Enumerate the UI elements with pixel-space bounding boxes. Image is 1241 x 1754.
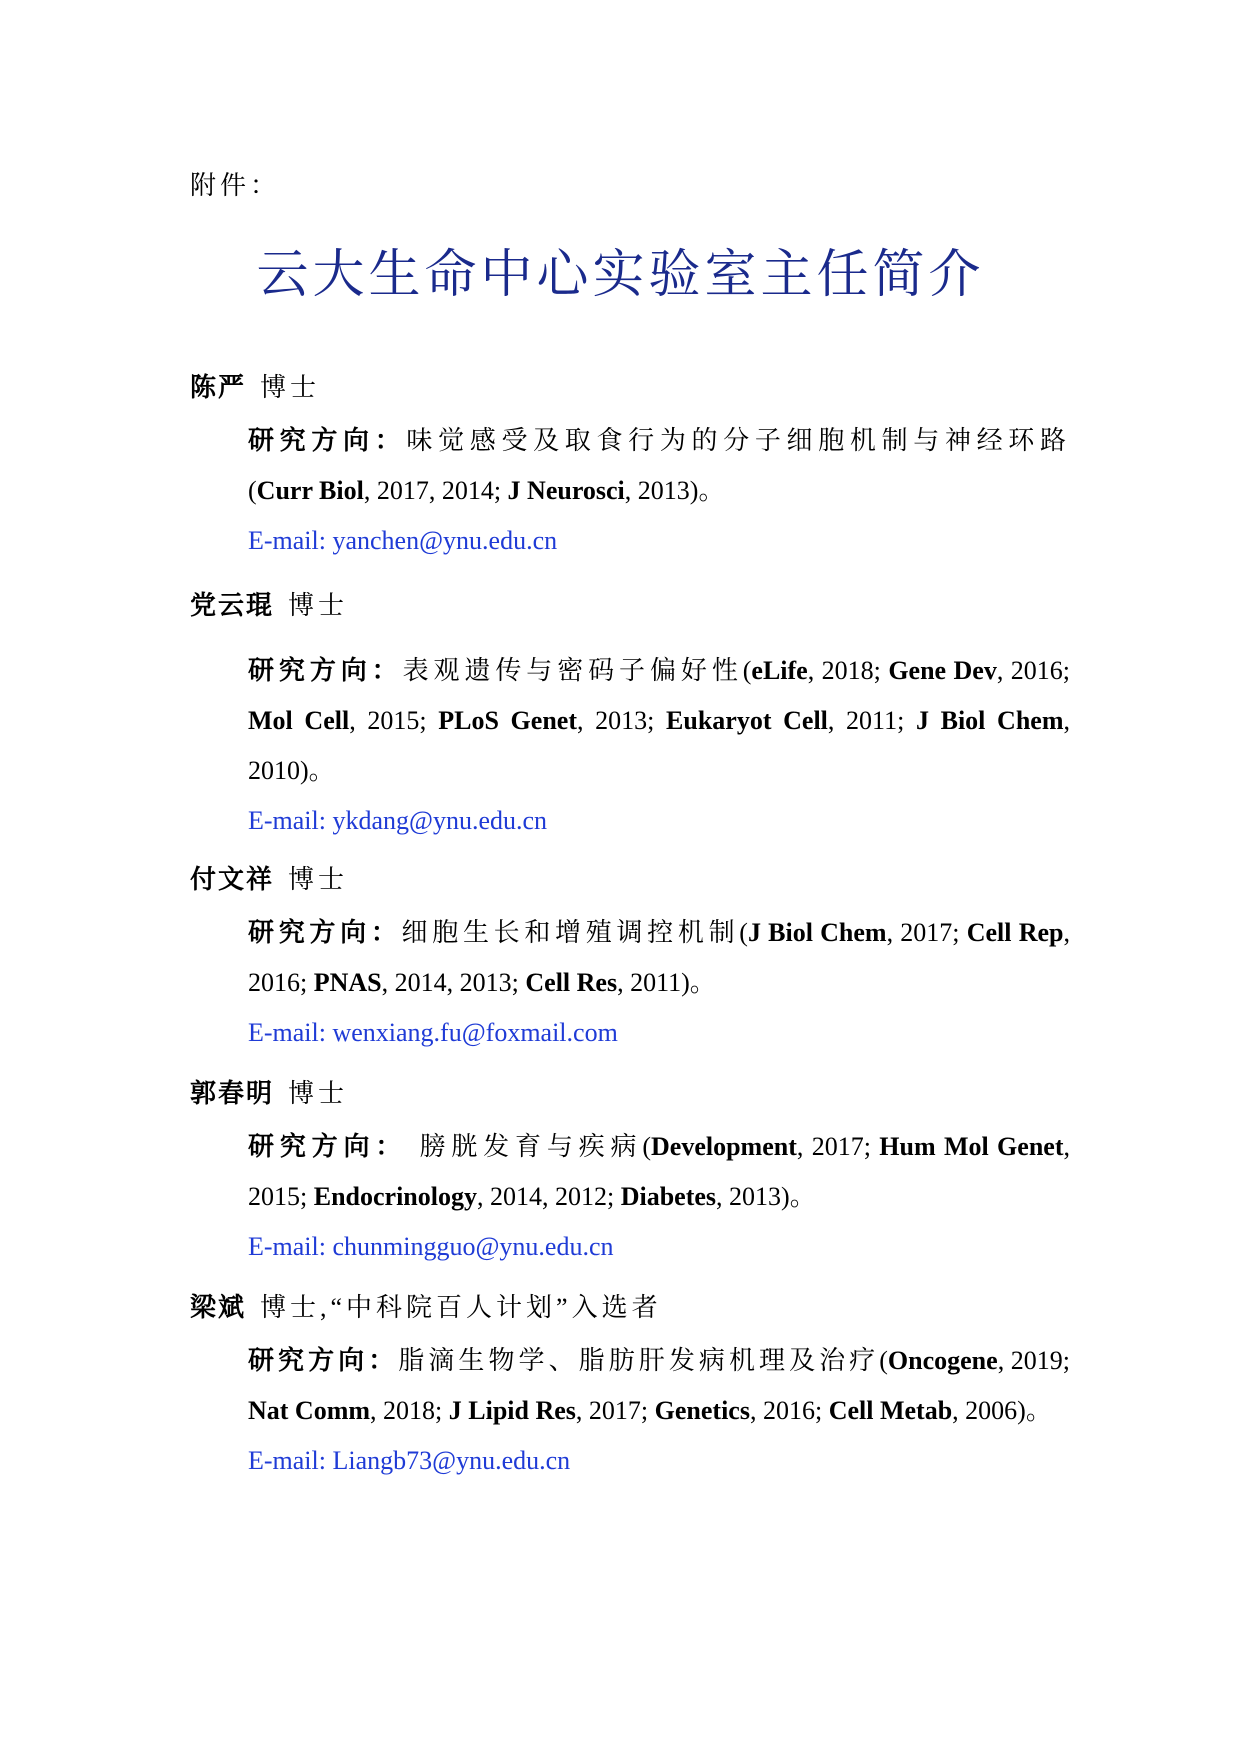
research-direction (248, 1336, 1070, 1436)
journal-name: Cell Res (525, 968, 618, 997)
email-link[interactable]: E-mail: chunmingguo@ynu.edu.cn (248, 1232, 614, 1261)
research-description: 细胞生长和增殖调控机制 (401, 918, 740, 947)
research-direction (248, 908, 1070, 1008)
research-label: 研究方向： (248, 918, 402, 947)
research-direction (248, 646, 1070, 796)
email-link[interactable]: E-mail: Liangb73@ynu.edu.cn (248, 1446, 571, 1475)
person-entry (190, 588, 1070, 846)
publication-detail: , 2015; (349, 706, 439, 735)
research-description: 表观遗传与密码子偏好性 (402, 656, 743, 685)
journal-name: PLoS Genet (438, 706, 577, 735)
publication-detail: ( (642, 1132, 652, 1161)
person-entry (190, 1076, 1070, 1272)
publication-detail: , 2017, 2014; (363, 476, 508, 505)
publication-detail: , 2013)。 (624, 476, 725, 505)
research-description: 味觉感受及取食行为的分子细胞机制与神经环路 (406, 426, 1070, 455)
publication-detail: , 2011; (827, 706, 916, 735)
email-link[interactable]: E-mail: ykdang@ynu.edu.cn (248, 806, 548, 835)
journal-name: Development (651, 1132, 797, 1161)
person-name: 梁斌 (190, 1293, 247, 1322)
person-title: 博士 (288, 591, 349, 620)
person-name: 党云琨 (190, 591, 275, 620)
person-entry (190, 370, 1070, 566)
journal-name: J Neurosci (507, 476, 625, 505)
publication-detail: , 2006)。 (952, 1396, 1052, 1425)
publication-detail: , 2010)。 (248, 706, 1070, 785)
publication-detail: ( (879, 1346, 888, 1375)
person-header (190, 1290, 1070, 1326)
person-name: 付文祥 (190, 865, 275, 894)
journal-name: Curr Biol (256, 476, 364, 505)
publication-detail: , 2014, 2012; (476, 1182, 621, 1211)
journal-name: eLife (751, 656, 808, 685)
publication-detail: ( (739, 918, 748, 947)
person-entry (190, 1290, 1070, 1486)
journal-name: PNAS (313, 968, 382, 997)
publication-detail: , 2013)。 (716, 1182, 816, 1211)
person-header (190, 1076, 1070, 1112)
journal-name: Cell Metab (828, 1396, 953, 1425)
journal-name: Genetics (654, 1396, 750, 1425)
publication-detail: , 2016; (749, 1396, 829, 1425)
person-header (190, 862, 1070, 898)
journal-name: Endocrinology (313, 1182, 477, 1211)
research-label: 研究方向： (248, 1132, 408, 1161)
publication-detail: , 2011)。 (617, 968, 716, 997)
email-link[interactable]: E-mail: yanchen@ynu.edu.cn (248, 526, 558, 555)
publication-detail: , 2014, 2013; (381, 968, 526, 997)
publication-detail: , 2016; (996, 656, 1070, 685)
person-name: 陈严 (190, 373, 247, 402)
publication-detail: ( (742, 656, 752, 685)
publication-detail: , 2013; (576, 706, 667, 735)
publication-list (248, 476, 724, 505)
attachment-label: 附件： (190, 171, 281, 200)
publication-detail: ( (248, 476, 257, 505)
publication-detail: , 2016; (248, 918, 1070, 997)
research-description: 脂滴生物学、脂肪肝发病机理及治疗 (398, 1346, 880, 1375)
journal-name: Gene Dev (888, 656, 997, 685)
research-label: 研究方向： (248, 656, 403, 685)
journal-name: Hum Mol Genet (879, 1132, 1064, 1161)
person-name: 郭春明 (190, 1079, 275, 1108)
journal-name: Oncogene (887, 1346, 998, 1375)
journal-name: Cell Rep (966, 918, 1064, 947)
research-direction (248, 416, 1070, 516)
publication-detail: , 2017; (575, 1396, 655, 1425)
person-header (190, 370, 1070, 406)
email-link[interactable]: E-mail: wenxiang.fu@foxmail.com (248, 1018, 618, 1047)
publication-detail: , 2017; (796, 1132, 880, 1161)
person-title: 博士 (260, 373, 321, 402)
publication-detail: , 2017; (886, 918, 967, 947)
journal-name: Mol Cell (248, 706, 350, 735)
publication-detail: , 2015; (248, 1132, 1070, 1211)
person-title: 博士 (288, 1079, 349, 1108)
research-direction (248, 1122, 1070, 1222)
person-entry (190, 862, 1070, 1058)
publication-detail: , 2018; (807, 656, 889, 685)
journal-name: J Lipid Res (448, 1396, 576, 1425)
journal-name: Diabetes (620, 1182, 717, 1211)
journal-name: J Biol Chem (915, 706, 1064, 735)
research-label: 研究方向： (248, 1346, 399, 1375)
person-title: 博士 (288, 865, 349, 894)
journal-name: J Biol Chem (747, 918, 887, 947)
person-title: 博士,“中科院百人计划”入选者 (260, 1293, 662, 1322)
person-header (190, 588, 1070, 624)
journal-name: Nat Comm (248, 1396, 371, 1425)
research-label: 研究方向： (248, 426, 407, 455)
journal-name: Eukaryot Cell (666, 706, 828, 735)
publication-detail: , 2018; (370, 1396, 449, 1425)
publication-detail: , 2019; (997, 1346, 1070, 1375)
document-title: 云大生命中心实验室主任简介 (256, 245, 985, 305)
research-description: 膀胱发育与疾病 (407, 1132, 643, 1161)
